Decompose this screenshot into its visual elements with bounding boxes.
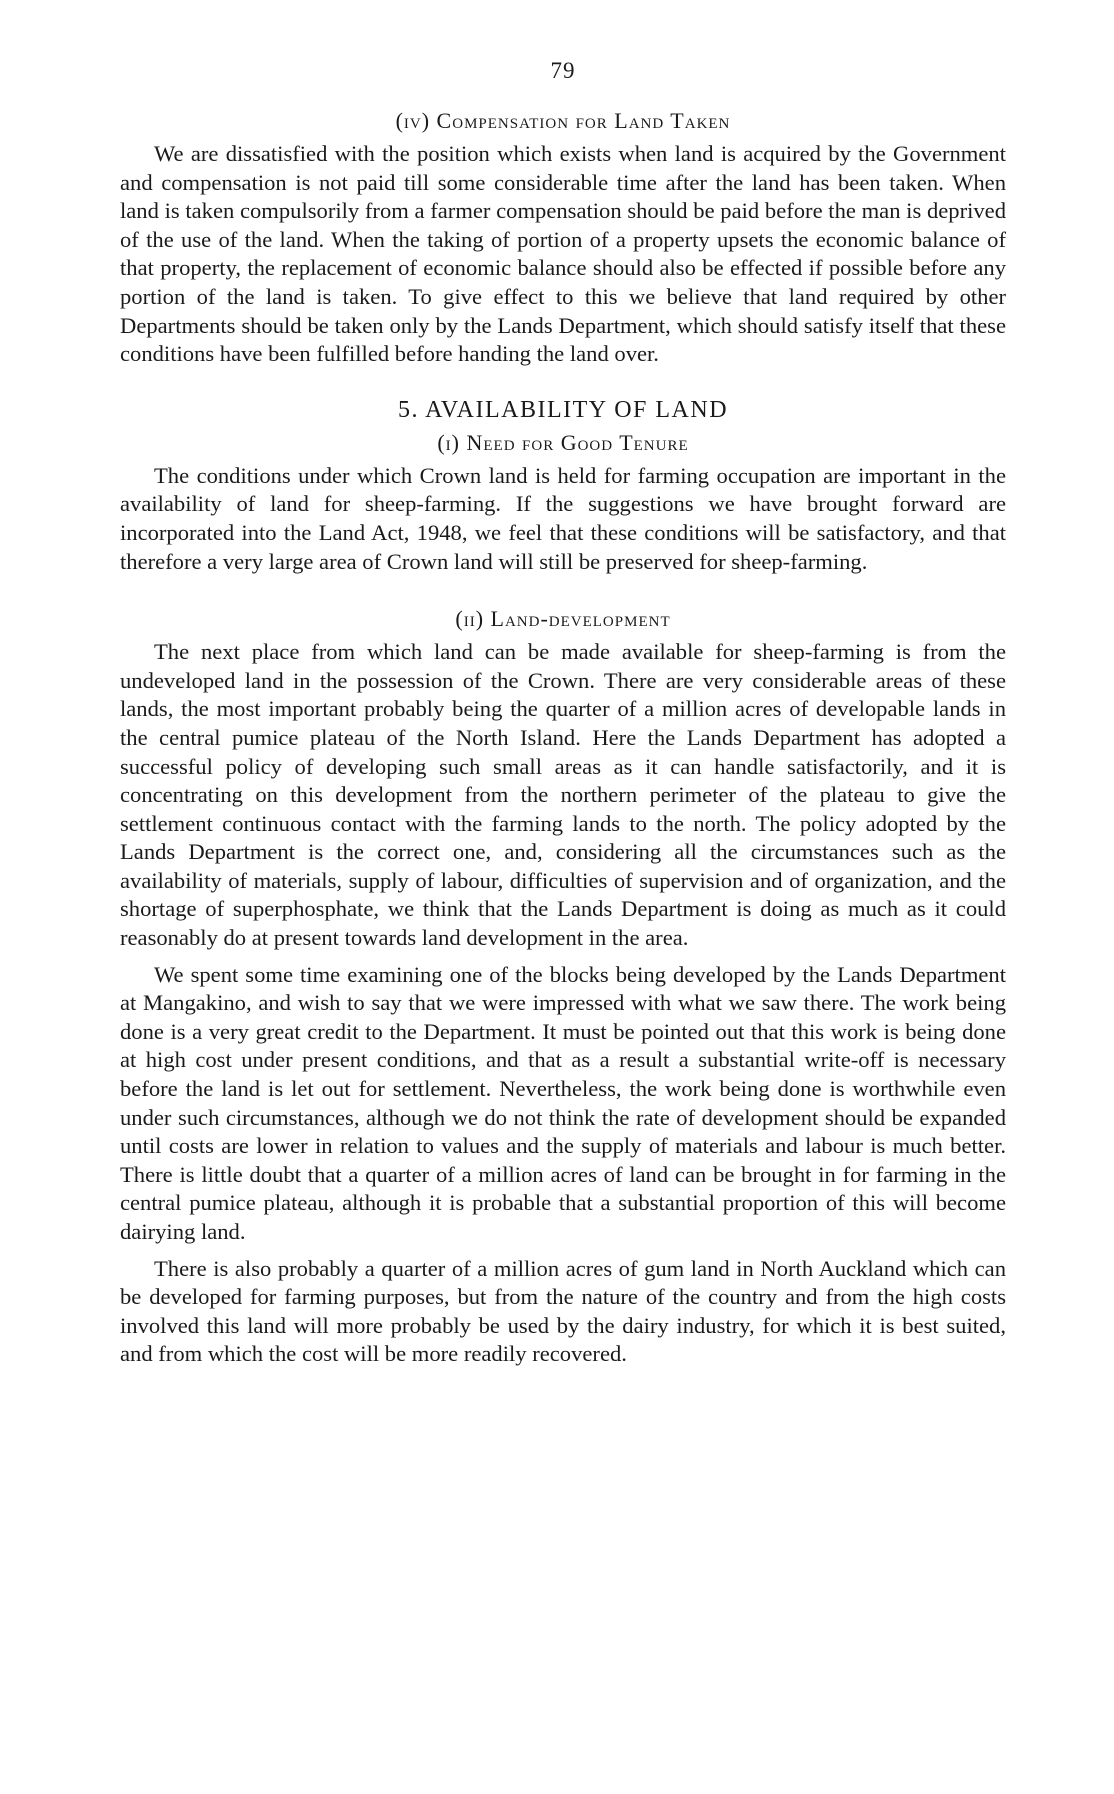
section-heading-availability: 5. AVAILABILITY OF LAND — [397, 396, 729, 423]
paragraph-compensation: We are dissatisfied with the position which exists when land is acquired by the Government and compensation is not paid till some considerable time after the land has been taken. When land is taken compulsorily from a farmer compensation should be paid before the man is deprived of the use of the land. When the taking of portion of a property upsets the economic balance of that property, the replacement of economic balance should also be effected if possible before any portion of the land is taken. To give effect to this we believe that land required by other Departments should be taken only by the Lands Department, which should satisfy itself that these conditions have been fulfilled before handing the land over. — [120, 141, 1006, 367]
subsection-heading-tenure: (i) Need for Good Tenure — [437, 429, 689, 455]
paragraph-land-development-2: We spent some time examining one of the blocks being developed by the Lands Department at Mangakino, and wish to say that we were impressed with what we saw there. The work being done is a very great credit to the Department. It must be pointed out that this work is being done at high cost under present conditions, and that as a result a substantial write-off is necessary before the land is let out for settlement. Nevertheless, the work being done is worthwhile even under such circumstances, although we do not think the rate of development should be expanded until costs are lower in relation to values and the supply of materials and labour is much better. There is little doubt that a quarter of a million acres of land can be brought in for farming in the central pumice plateau, although it is probable that a substantial proportion of this will become dairying land. — [120, 961, 1006, 1244]
paragraph-land-development-3: There is also probably a quarter of a million acres of gum land in North Auckland which can be developed for farming purposes, but from the nature of the country and from the high costs involved this land will more probably be used by the dairy industry, for which it is best suited, and from which the cost will be more readily recovered. — [120, 1255, 1006, 1367]
paragraph-land-development-1: The next place from which land can be made available for sheep-farming is from the undeveloped land in the possession of the Crown. There are very considerable areas of these lands, the most important probably being the quarter of a million acres of developable lands in the central pumice plateau of the North Island. Here the Lands Department has adopted a successful policy of developing such small areas as it can handle satisfactorily, and it is concentrating on this development from the northern perimeter of the plateau to give the settlement continuous contact with the farming lands to the north. The policy adopted by the Lands Department is the correct one, and, considering all the circumstances such as the availability of materials, supply of labour, difficulties of supervision and of organization, and the shortage of superphosphate, we think that the Lands Department is doing as much as it could reasonably do at present towards land development in the area. — [120, 639, 1006, 951]
document-page — [120, 58, 1006, 1369]
section-heading-compensation: (iv) Compensation for Land Taken — [395, 108, 731, 133]
page-number: 79 — [550, 58, 576, 83]
paragraph-tenure: The conditions under which Crown land is held for farming occupation are important in the availability of land for sheep-farming. If the suggestions we have brought forward are incorporated into the Land Act, 1948, we feel that these conditions will be satisfactory, and that therefore a very large area of Crown land will still be preserved for sheep-farming. — [120, 462, 1006, 574]
subsection-heading-land-development: (ii) Land-development — [455, 606, 671, 632]
